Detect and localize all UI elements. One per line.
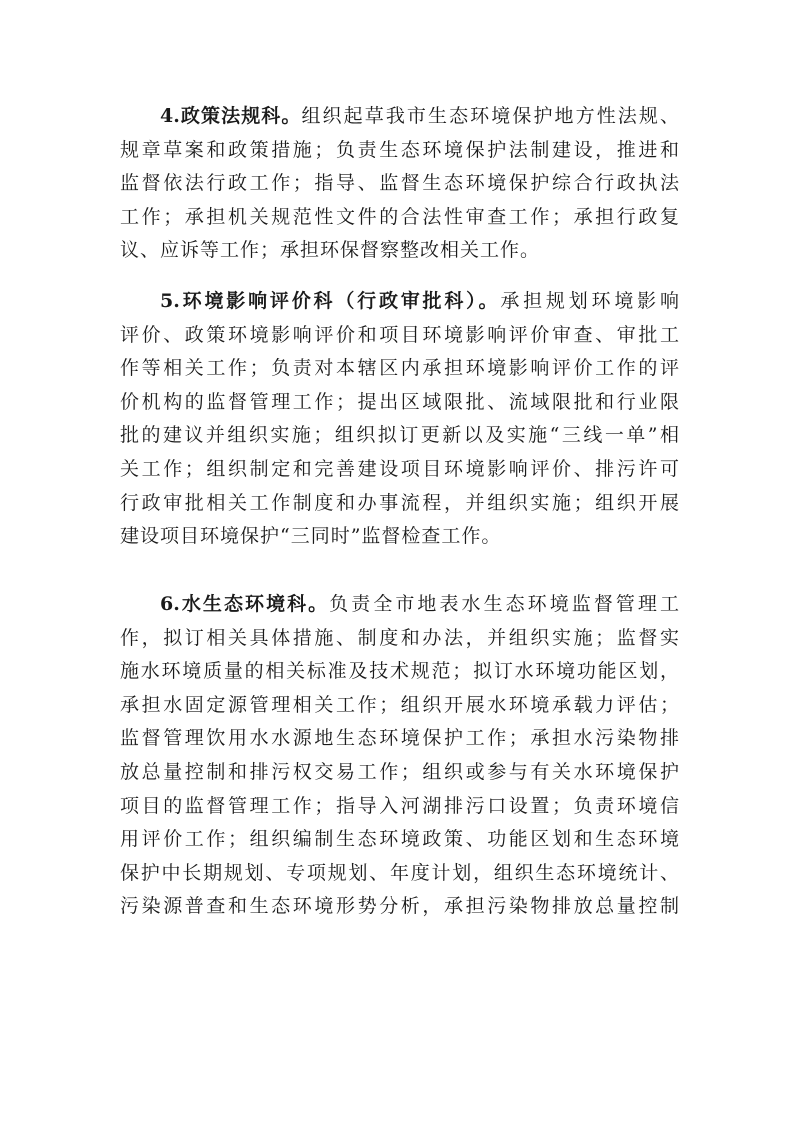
text-line: 评价、政策环境影响评价和项目环境影响评价审查、审批工 [120,323,680,346]
text-line: 批的建议并组织实施；组织拟订更新以及实施“三线一单”相 [120,424,680,447]
section-first-line [120,285,680,319]
section-water-ecology [120,588,680,924]
text-line: 施水环境质量的相关标准及技术规范；拟订水环境功能区划， [120,660,680,683]
text-line: 议、应诉等工作；承担环保督察整改相关工作。 [120,239,541,262]
text-line: 关工作；组织制定和完善建设项目环境影响评价、排污许可 [120,457,680,480]
section-first-line [120,588,680,622]
text-line: 作等相关工作；负责对本辖区内承担环境影响评价工作的评 [120,357,680,380]
text-line: 规章草案和政策措施；负责生态环境保护法制建设，推进和 [120,138,680,161]
text-line: 建设项目环境保护“三同时”监督检查工作。 [120,525,502,548]
text-line: 监督依法行政工作；指导、监督生态环境保护综合行政执法 [120,172,680,195]
section-heading: 6.水生态环境科。 [160,593,330,615]
text-line: 工作；承担机关规范性文件的合法性审查工作；承担行政复 [120,205,680,228]
text-line: 价机构的监督管理工作；提出区域限批、流域限批和行业限 [120,390,680,413]
section-policy-regulation [120,100,680,268]
text-line: 保护中长期规划、专项规划、年度计划，组织生态环境统计、 [120,861,680,884]
text-line: 用评价工作；组织编制生态环境政策、功能区划和生态环境 [120,828,680,851]
text-line: 组织起草我市生态环境保护地方性法规、 [301,105,680,127]
text-line: 承担水固定源管理相关工作；组织开展水环境承载力评估； [120,693,680,716]
section-first-line [120,100,680,134]
text-line: 放总量控制和排污权交易工作；组织或参与有关水环境保护 [120,760,680,783]
text-line: 污染源普查和生态环境形势分析，承担污染物排放总量控制 [120,895,680,918]
text-line: 项目的监督管理工作；指导入河湖排污口设置；负责环境信 [120,794,680,817]
text-line: 行政审批相关工作制度和办事流程，并组织实施；组织开展 [120,491,680,514]
text-line: 监督管理饮用水水源地生态环境保护工作；承担水污染物排 [120,727,680,750]
text-line: 负责全市地表水生态环境监督管理工 [329,593,680,615]
text-line: 作，拟订相关具体措施、制度和办法，并组织实施；监督实 [120,626,680,649]
section-heading: 5.环境影响评价科（行政审批科）。 [160,290,501,312]
section-heading: 4.政策法规科。 [160,105,302,127]
text-line: 承担规划环境影响 [500,290,680,312]
section-environmental-impact [120,285,680,554]
